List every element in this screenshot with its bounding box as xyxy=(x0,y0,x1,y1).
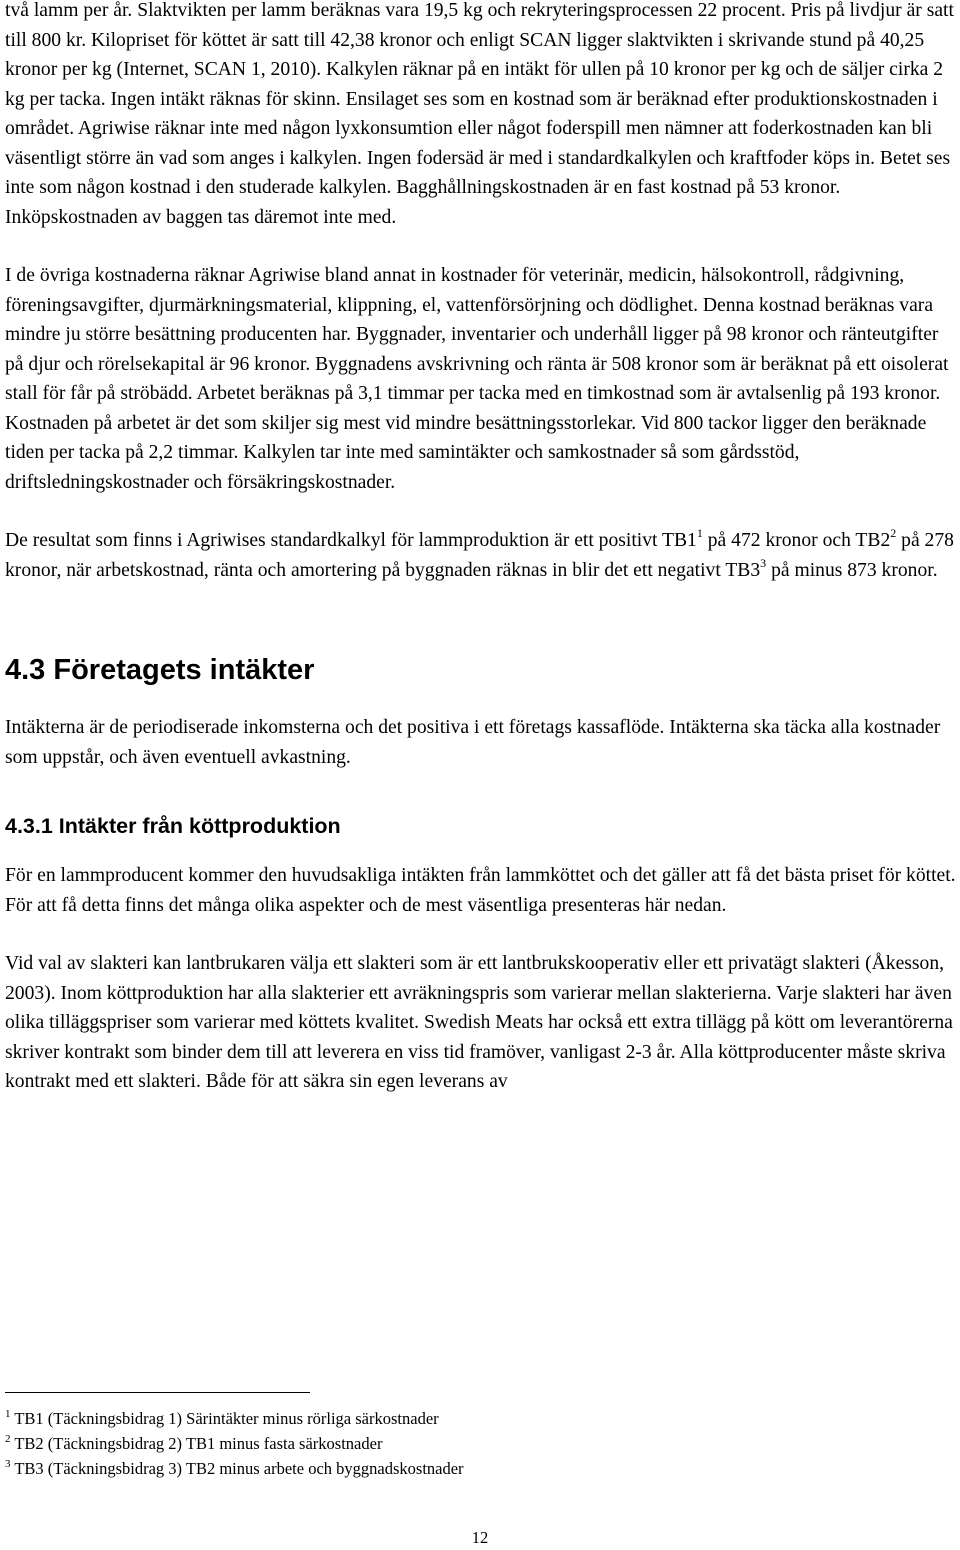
results-text-2: på 472 kronor och TB2 xyxy=(702,530,891,551)
subsection-heading: 4.3.1 Intäkter från köttproduktion xyxy=(5,814,341,838)
paragraph-meat-revenue: För en lammproducent kommer den huvudsakliga intäkten från lammköttet och det gäller att få det bästa priset för köttet. För att få detta finns det många olika aspekter och de mest väsentliga presenteras här nedan. xyxy=(5,865,956,916)
paragraph-slaughterhouse: Vid val av slakteri kan lantbrukaren välja ett slakteri som är ett lantbrukskooperativ eller ett privatägt slakteri (Åkesson, 2003). Inom köttproduktion har alla slakterier ett avräkningspris som varierar mellan slakterierna. Varje slakteri har även olika tilläggspriser som varierar med köttets kvalitet. Swedish Meats har också ett extra tillägg på kött om leverantörerna skriver kontrakt som binder dem till att leverera en viss tid framöver, vanligast 2-3 år. Alla köttproducenter måste skriva kontrakt med ett slakteri. Både för att säkra sin egen leverans av xyxy=(5,953,953,1092)
document-page xyxy=(5,0,958,1097)
footnote-2: $^2$ TB2 (Täckningsbidrag 2) TB1 minus fasta särkostnader xyxy=(5,1433,383,1453)
paragraph-revenue-definition: Intäkterna är de periodiserade inkomsterna och det positiva i ett företags kassaflöde. Intäkterna ska täcka alla kostnader som uppstår, och även eventuell avkastning. xyxy=(5,717,941,768)
footnote-divider xyxy=(5,1392,310,1393)
results-text-3: på 278 kronor, när arbetskostnad, ränta och amortering på byggnaden räknas in blir det ett negativt TB3 xyxy=(5,530,954,581)
footnote-ref-2: 2 xyxy=(890,526,897,540)
results-text-1: De resultat som finns i Agriwises standardkalkyl för lammproduktion är ett positivt TB1 xyxy=(5,530,697,551)
paragraph-results xyxy=(5,526,958,585)
paragraph-other-costs: I de övriga kostnaderna räknar Agriwise bland annat in kostnader för veterinär, medicin, hälsokontroll, rådgivning, föreningsavgifter, djurmärkningsmaterial, klippning, el, vattenförsörjning och dödlighet. Denna kostnad beräknas vara mindre ju större besättning producenten har. Byggnader, inventarier och underhåll ligger på 98 kronor och ränteutgifter på djur och rörelsekapital är 96 kronor. Byggnadens avskrivning och ränta är 508 kronor som är beräknat på ett oisolerat stall för får på ströbädd. Arbetet beräknas på 3,1 timmar per tacka med en timkostnad som är avtalsenlig på 193 kronor. Kostnaden på arbetet är det som skiljer sig mest vid mindre besättningsstorlekar. Vid 800 tackor ligger den beräknade tiden per tacka på 2,2 timmar. Kalkylen tar inte med samintäkter och samkostnader så som gårdsstöd, driftsledningskostnader och försäkringskostnader. xyxy=(5,265,949,493)
section-heading: 4.3 Företagets intäkter xyxy=(5,654,315,686)
footnote-ref-3: 3 xyxy=(760,555,767,570)
footnote-ref-1: 1 xyxy=(696,526,703,540)
footnote-3: $^3$ TB3 (Täckningsbidrag 3) TB2 minus arbete och byggnadskostnader xyxy=(5,1458,464,1478)
footnote-1: $^1$ TB1 (Täckningsbidrag 1) Särintäkter minus rörliga särkostnader xyxy=(5,1408,439,1428)
page-number: 12 xyxy=(471,1528,489,1547)
results-text-4: på minus 873 kronor. xyxy=(766,559,938,581)
paragraph-lamb-calculation: två lamm per år. Slaktvikten per lamm beräknas vara 19,5 kg och rekryteringsprocessen 22 procent. Pris på livdjur är satt till 800 kr. Kilopriset för köttet är satt till 42,38 kronor och enligt SCAN ligger slaktvikten i skrivande stund på 40,25 kronor per kg (Internet, SCAN 1, 2010). Kalkylen räknar på en intäkt för ullen på 10 kronor per kg och de säljer cirka 2 kg per tacka. Ingen intäkt räknas för skinn. Ensilaget ses som en kostnad som är beräknad efter produktionskostnaden i området. Agriwise räknar inte med någon lyxkonsumtion eller något foderspill men nämner att foderkostnaden kan bli väsentligt större än vad som anges i kalkylen. Ingen fodersäd är med i standardkalkylen och kraftfoder köps in. Betet ses inte som någon kostnad i den studerade kalkylen. Bagghållningskostnaden är en fast kostnad på 53 kronor. Inköpskostnaden av baggen tas däremot inte med. xyxy=(5,0,954,228)
